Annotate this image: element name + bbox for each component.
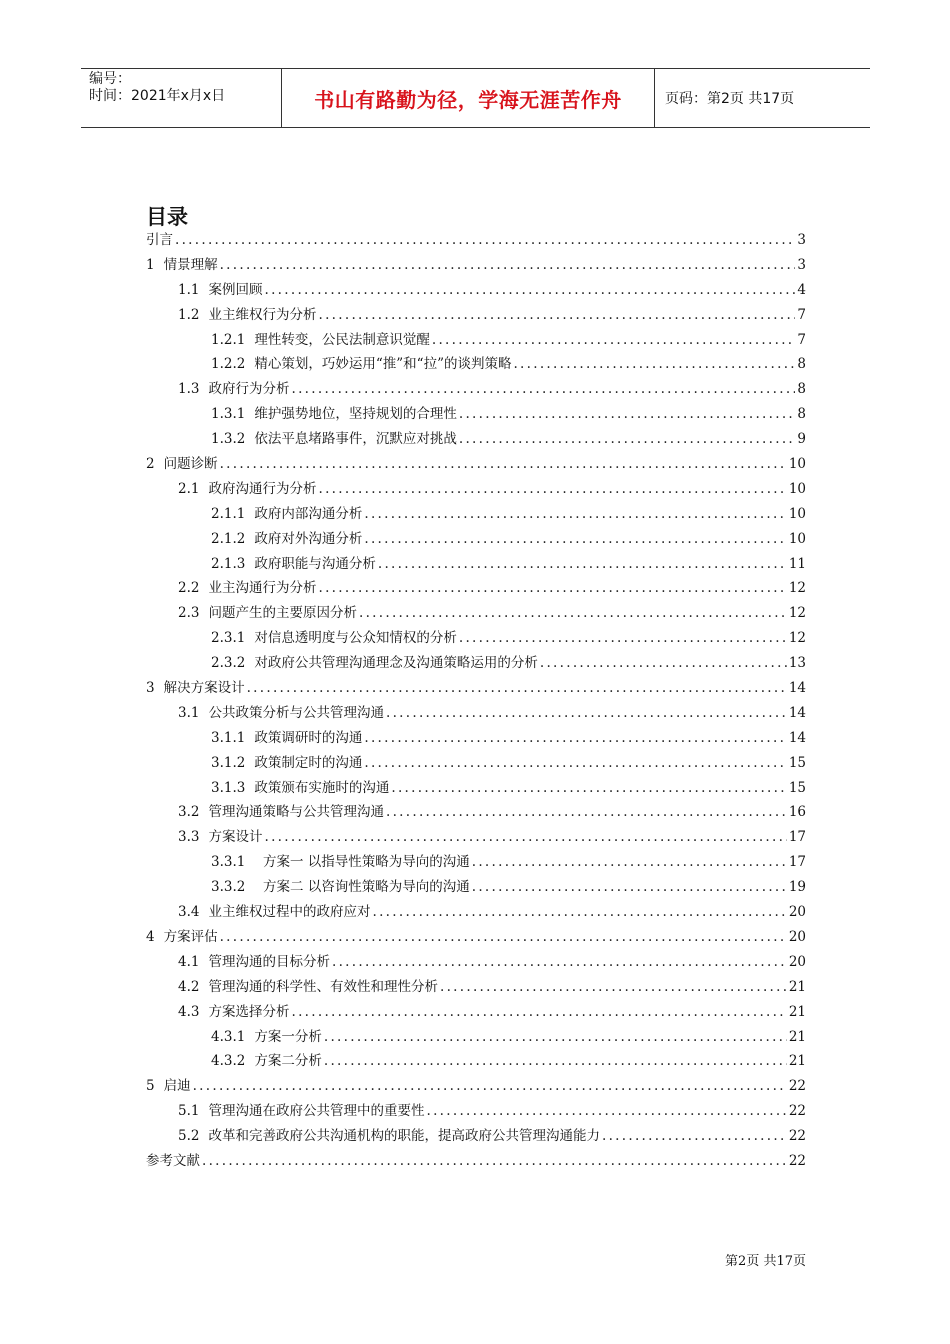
toc-page-number: 3 (797, 232, 806, 248)
toc-entry[interactable] (146, 900, 806, 925)
toc-page-number: 22 (788, 1078, 806, 1095)
toc-page-number: 3 (797, 256, 806, 273)
toc-entry-label (146, 452, 218, 477)
toc-entry[interactable] (146, 776, 806, 801)
toc-entry-number: 4 (146, 928, 155, 945)
toc-entry-text: 政府沟通行为分析 (208, 480, 317, 497)
toc-entry-label (178, 377, 289, 402)
toc-entry-number: 4.3.1 (211, 1028, 246, 1045)
toc-entry-number: 4.1 (178, 953, 200, 970)
toc-entry-text: 管理沟通策略与公共管理沟通 (208, 804, 384, 821)
toc-entry-label (178, 1124, 600, 1149)
toc-entry-text: 依法平息堵路事件，沉默应对挑战 (254, 431, 457, 448)
toc-entry-label (178, 701, 384, 726)
toc-page-number: 13 (788, 655, 806, 672)
toc-entry-label (211, 552, 376, 577)
page-footer: 第2页 共17页 (725, 1254, 806, 1269)
toc-dot-leader (459, 402, 796, 427)
toc-entry[interactable] (146, 1149, 806, 1174)
toc-entry-label (211, 502, 362, 527)
toc-page-number: 14 (788, 729, 806, 746)
toc-dot-leader (220, 452, 787, 477)
toc-entry-label (211, 751, 362, 776)
page-header (81, 68, 870, 128)
toc-page-number: 12 (788, 605, 806, 622)
toc-entry-label (178, 477, 316, 502)
toc-dot-leader (459, 427, 796, 452)
toc-entry[interactable] (146, 576, 806, 601)
toc-entry-number: 2.3 (178, 605, 200, 622)
toc-dot-leader (391, 776, 786, 801)
toc-entry-text: 案例回顾 (208, 281, 263, 298)
toc-entry-label (211, 527, 362, 552)
toc-entry-number: 2.1.1 (211, 505, 246, 522)
toc-dot-leader (324, 1049, 787, 1074)
toc-dot-leader (247, 676, 787, 701)
toc-entry[interactable] (146, 701, 806, 726)
toc-entry-text: 方案二 以咨询性策略为导向的沟通 (254, 879, 470, 896)
toc-entry-text: 维护强势地位，坚持规划的合理性 (254, 406, 457, 423)
document-time-label: 时间：2021年x月x日 (89, 88, 226, 104)
toc-entry[interactable] (146, 303, 806, 328)
toc-entry-text: 政策调研时的沟通 (254, 729, 363, 746)
toc-dot-leader (332, 950, 787, 975)
header-page-info: 页码：第2页 共17页 (665, 91, 795, 107)
toc-dot-leader (364, 726, 786, 751)
toc-entry[interactable] (146, 1025, 806, 1050)
toc-dot-leader (540, 651, 787, 676)
toc-entry[interactable] (146, 1074, 806, 1099)
toc-entry-text: 政策制定时的沟通 (254, 754, 363, 771)
toc-entry-label (211, 1025, 322, 1050)
toc-entry-number: 1.1 (178, 281, 200, 298)
toc-entry-text: 政策颁布实施时的沟通 (254, 779, 390, 796)
toc-entry-label (178, 576, 316, 601)
toc-entry-label (211, 850, 470, 875)
toc-entry-text: 公共政策分析与公共管理沟通 (208, 704, 384, 721)
toc-entry-text: 政府内部沟通分析 (254, 505, 363, 522)
toc-entry-number: 4.3 (178, 1003, 200, 1020)
toc-entry-number: 3.1.1 (211, 729, 246, 746)
toc-dot-leader (220, 253, 796, 278)
toc-entry[interactable] (146, 477, 806, 502)
toc-entry[interactable] (146, 402, 806, 427)
toc-entry-label (146, 925, 218, 950)
toc-title: 目录 (146, 205, 188, 229)
toc-page-number: 8 (797, 406, 806, 423)
toc-entry[interactable] (146, 925, 806, 950)
toc-dot-leader (359, 601, 787, 626)
toc-entry-number: 3.3.1 (211, 854, 246, 871)
toc-entry-number: 2.3.1 (211, 630, 246, 647)
toc-dot-leader (220, 925, 787, 950)
toc-dot-leader (378, 552, 787, 577)
toc-entry-text: 业主维权行为分析 (208, 306, 317, 323)
toc-entry-label (146, 1074, 191, 1099)
toc-entry-label (146, 676, 245, 701)
toc-dot-leader (291, 1000, 786, 1025)
toc-entry-label (178, 278, 262, 303)
toc-dot-leader (291, 377, 795, 402)
toc-page-number: 12 (788, 630, 806, 647)
toc-page-number: 17 (788, 829, 806, 846)
toc-entry[interactable] (146, 328, 806, 353)
toc-entry-label (211, 726, 362, 751)
toc-entry-text: 业主沟通行为分析 (208, 580, 317, 597)
toc-page-number: 22 (788, 1103, 806, 1120)
toc-entry[interactable] (146, 452, 806, 477)
toc-page-number: 21 (788, 1003, 806, 1020)
toc-entry-label (211, 776, 389, 801)
toc-entry[interactable] (146, 427, 806, 452)
toc-entry[interactable] (146, 726, 806, 751)
toc-dot-leader (318, 477, 786, 502)
toc-dot-leader (386, 800, 787, 825)
toc-entry-text: 政府行为分析 (208, 381, 290, 398)
toc-entry-label (178, 825, 262, 850)
toc-page-number: 10 (788, 530, 806, 547)
toc-dot-leader (324, 1025, 787, 1050)
toc-entry-number: 3.3 (178, 829, 200, 846)
toc-page-number: 17 (788, 854, 806, 871)
toc-entry-text: 方案一 以指导性策略为导向的沟通 (254, 854, 470, 871)
toc-entry-number: 2.3.2 (211, 655, 246, 672)
toc-dot-leader (372, 900, 786, 925)
toc-entry-number: 3.1.3 (211, 779, 246, 796)
toc-entry[interactable] (146, 552, 806, 577)
toc-entry-number: 3 (146, 680, 155, 697)
toc-entry-number: 3.4 (178, 904, 200, 921)
toc-entry[interactable] (146, 800, 806, 825)
toc-entry[interactable] (146, 875, 806, 900)
toc-entry-number: 3.2 (178, 804, 200, 821)
toc-dot-leader (472, 850, 787, 875)
toc-page-number: 20 (788, 928, 806, 945)
toc-dot-leader (472, 875, 787, 900)
toc-entry-text: 政府对外沟通分析 (254, 530, 363, 547)
toc-entry-label (178, 900, 370, 925)
toc-entry[interactable] (146, 950, 806, 975)
toc-entry-text: 引言 (146, 232, 173, 248)
toc-page-number: 8 (797, 356, 806, 373)
toc-page-number: 21 (788, 1028, 806, 1045)
toc-entry-number: 2 (146, 456, 155, 473)
header-motto: 书山有路勤为径，学海无涯苦作舟 (314, 87, 622, 112)
toc-dot-leader (386, 701, 787, 726)
toc-entry-number: 3.1.2 (211, 754, 246, 771)
toc-entry[interactable] (146, 601, 806, 626)
toc-entry-text: 方案评估 (163, 928, 218, 945)
toc-entry-number: 5.2 (178, 1128, 200, 1145)
toc-entry-text: 政府职能与沟通分析 (254, 555, 376, 572)
toc-entry[interactable] (146, 626, 806, 651)
toc-entry-label (211, 875, 470, 900)
toc-entry-number: 1.3.2 (211, 431, 246, 448)
toc-entry-text: 改革和完善政府公共沟通机构的职能，提高政府公共管理沟通能力 (208, 1128, 600, 1145)
toc-dot-leader (364, 751, 786, 776)
toc-page-number: 8 (797, 381, 806, 398)
toc-page-number: 7 (797, 331, 806, 348)
toc-entry[interactable] (146, 825, 806, 850)
toc-entry-label (211, 402, 457, 427)
toc-dot-leader (318, 303, 795, 328)
toc-entry-text: 管理沟通在政府公共管理中的重要性 (208, 1103, 425, 1120)
toc-entry-text: 对信息透明度与公众知情权的分析 (254, 630, 457, 647)
toc-entry-label (178, 303, 316, 328)
toc-dot-leader (602, 1124, 787, 1149)
toc-entry[interactable] (146, 278, 806, 303)
toc-entry[interactable] (146, 527, 806, 552)
toc-entry-text: 方案二分析 (254, 1053, 322, 1070)
toc-entry-text: 方案设计 (208, 829, 263, 846)
toc-dot-leader (459, 626, 787, 651)
toc-page-number: 7 (797, 306, 806, 323)
toc-page-number: 10 (788, 505, 806, 522)
toc-entry[interactable] (146, 975, 806, 1000)
table-of-contents (146, 228, 806, 1174)
toc-entry-label (211, 1049, 322, 1074)
toc-entry-number: 2.2 (178, 580, 200, 597)
toc-entry-text: 精心策划，巧妙运用“推”和“拉”的谈判策略 (254, 356, 512, 373)
toc-page-number: 22 (788, 1128, 806, 1145)
header-motto-cell (281, 69, 655, 127)
toc-entry-text: 解决方案设计 (163, 680, 245, 697)
toc-entry[interactable] (146, 751, 806, 776)
toc-entry-label (211, 328, 430, 353)
toc-entry-text: 管理沟通的目标分析 (208, 953, 330, 970)
toc-entry-label (211, 626, 457, 651)
toc-page-number: 11 (788, 555, 806, 572)
toc-entry[interactable] (146, 850, 806, 875)
toc-page-number: 21 (788, 1053, 806, 1070)
header-meta (81, 69, 281, 127)
toc-page-number: 20 (788, 953, 806, 970)
toc-entry-text: 对政府公共管理沟通理念及沟通策略运用的分析 (254, 655, 538, 672)
toc-page-number: 10 (788, 456, 806, 473)
toc-entry-text: 方案一分析 (254, 1028, 322, 1045)
toc-entry-text: 参考文献 (146, 1152, 200, 1169)
toc-page-number: 19 (788, 879, 806, 896)
toc-entry-number: 2.1.3 (211, 555, 246, 572)
toc-entry-text: 问题产生的主要原因分析 (208, 605, 357, 622)
toc-entry-label (211, 352, 511, 377)
toc-entry-label (146, 228, 173, 253)
toc-entry[interactable] (146, 352, 806, 377)
toc-page-number: 14 (788, 680, 806, 697)
toc-page-number: 4 (797, 281, 806, 298)
toc-entry-text: 业主维权过程中的政府应对 (208, 904, 371, 921)
toc-entry[interactable] (146, 228, 806, 253)
toc-entry[interactable] (146, 651, 806, 676)
toc-entry-number: 4.2 (178, 978, 200, 995)
toc-entry-label (146, 253, 218, 278)
toc-dot-leader (426, 1099, 786, 1124)
toc-entry-label (178, 1099, 424, 1124)
toc-entry[interactable] (146, 377, 806, 402)
toc-dot-leader (264, 278, 795, 303)
toc-entry-number: 3.1 (178, 704, 200, 721)
toc-dot-leader (264, 825, 786, 850)
toc-entry-number: 1.2.2 (211, 356, 246, 373)
toc-entry-number: 1.2 (178, 306, 200, 323)
toc-entry-label (146, 1149, 200, 1174)
toc-page-number: 12 (788, 580, 806, 597)
toc-entry-number: 3.3.2 (211, 879, 246, 896)
toc-page-number: 9 (797, 431, 806, 448)
toc-entry-number: 4.3.2 (211, 1053, 246, 1070)
toc-entry-label (178, 950, 330, 975)
toc-entry[interactable] (146, 253, 806, 278)
toc-entry[interactable] (146, 1000, 806, 1025)
toc-dot-leader (318, 576, 786, 601)
toc-page-number: 16 (788, 804, 806, 821)
toc-page-number: 21 (788, 978, 806, 995)
toc-entry-text: 理性转变，公民法制意识觉醒 (254, 331, 430, 348)
toc-dot-leader (175, 228, 795, 253)
toc-entry-text: 启迪 (163, 1078, 191, 1095)
toc-dot-leader (193, 1074, 787, 1099)
toc-page-number: 15 (788, 779, 806, 796)
toc-entry-number: 1.2.1 (211, 331, 246, 348)
toc-entry-text: 情景理解 (163, 256, 218, 273)
toc-entry[interactable] (146, 502, 806, 527)
toc-entry-label (178, 975, 438, 1000)
toc-page-number: 22 (788, 1152, 806, 1169)
toc-entry-label (178, 800, 384, 825)
toc-entry-label (211, 427, 457, 452)
toc-page-number: 10 (788, 480, 806, 497)
toc-entry-number: 2.1.2 (211, 530, 246, 547)
toc-entry-label (178, 1000, 289, 1025)
toc-entry-text: 问题诊断 (163, 456, 218, 473)
toc-entry-number: 1 (146, 256, 155, 273)
toc-dot-leader (364, 502, 786, 527)
toc-entry-text: 管理沟通的科学性、有效性和理性分析 (208, 978, 438, 995)
toc-page-number: 20 (788, 904, 806, 921)
toc-dot-leader (513, 352, 795, 377)
toc-entry-label (211, 651, 538, 676)
toc-entry-number: 1.3 (178, 381, 200, 398)
toc-dot-leader (432, 328, 796, 353)
toc-entry[interactable] (146, 676, 806, 701)
toc-entry[interactable] (146, 1124, 806, 1149)
toc-entry-number: 5 (146, 1078, 155, 1095)
toc-page-number: 14 (788, 704, 806, 721)
toc-entry-text: 方案选择分析 (208, 1003, 290, 1020)
toc-entry-number: 2.1 (178, 480, 200, 497)
toc-page-number: 15 (788, 754, 806, 771)
toc-entry[interactable] (146, 1099, 806, 1124)
toc-entry-number: 1.3.1 (211, 406, 246, 423)
toc-entry-number: 5.1 (178, 1103, 200, 1120)
toc-dot-leader (440, 975, 787, 1000)
toc-dot-leader (364, 527, 786, 552)
document-number-label: 编号： (89, 71, 131, 87)
toc-entry[interactable] (146, 1049, 806, 1074)
toc-entry-label (178, 601, 357, 626)
toc-dot-leader (202, 1149, 787, 1174)
